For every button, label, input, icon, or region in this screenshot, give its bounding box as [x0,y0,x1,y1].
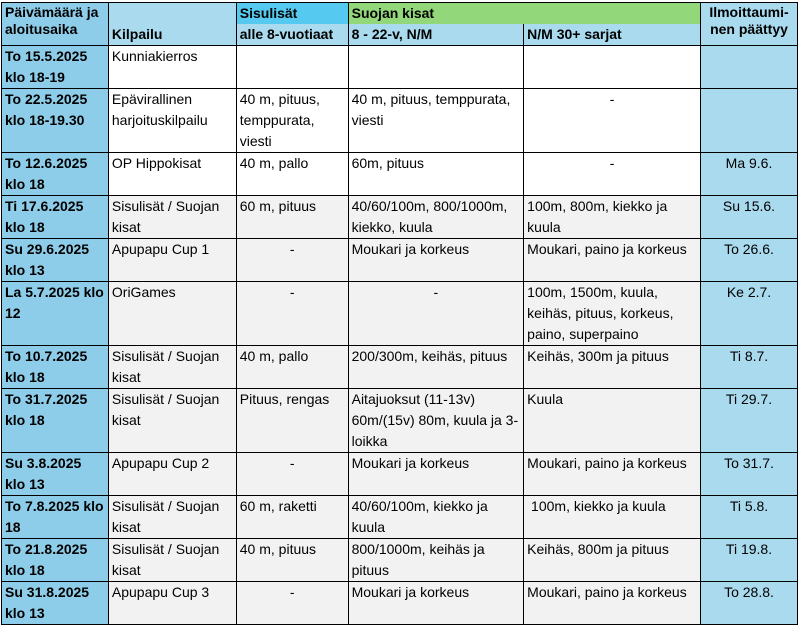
row-suojan-822: 200/300m, keihäs, pituus [348,346,524,389]
row-registration: Ti 8.7. [701,346,798,389]
row-suojan-30: Kuula [524,389,701,453]
row-suojan-30: Moukari, paino ja korkeus [524,453,701,496]
header-competition [108,3,236,46]
row-date: To 31.7.2025 klo 18 [2,389,109,453]
row-date: To 10.7.2025 klo 18 [2,346,109,389]
header-suojan-kisat: Suojan kisat [348,3,700,25]
row-sisulisat: 40 m, pallo [236,346,348,389]
row-competition: Sisulisät / Suojan kisat [108,539,236,582]
row-date: To 21.8.2025 klo 18 [2,539,109,582]
table-row [2,153,798,196]
row-suojan-822: Aitajuoksut (11-13v) 60m/(15v) 80m, kuula ja 3-loikka [348,389,524,453]
row-competition: Sisulisät / Suojan kisat [108,389,236,453]
row-suojan-30: 100m, kiekko ja kuula [524,496,701,539]
row-competition: Sisulisät / Suojan kisat [108,196,236,239]
header-competition-label: Kilpailu [111,26,163,42]
row-date: To 7.8.2025 klo 18 [2,496,109,539]
row-date: Su 31.8.2025 klo 13 [2,582,109,625]
row-registration: To 26.6. [701,239,798,282]
row-competition: Sisulisät / Suojan kisat [108,496,236,539]
row-competition: Apupapu Cup 2 [108,453,236,496]
row-registration: To 28.8. [701,582,798,625]
table-row [2,239,798,282]
row-date: To 15.5.2025 klo 18-19 [2,46,109,89]
header-sisulisat: Sisulisät [236,3,348,25]
row-suojan-30: 100m, 800m, kiekko ja kuula [524,196,701,239]
schedule-table [1,2,798,625]
row-suojan-822: 40 m, pituus, temppurata, viesti [348,89,524,153]
row-sisulisat: - [236,582,348,625]
row-suojan-822 [348,46,524,89]
table-row [2,582,798,625]
table-row [2,282,798,346]
header-date: Päivämäärä ja aloitusaika [2,3,109,46]
row-date: To 12.6.2025 klo 18 [2,153,109,196]
row-registration: To 31.7. [701,453,798,496]
table-row [2,89,798,153]
row-registration: Ti 19.8. [701,539,798,582]
row-suojan-822: 800/1000m, keihäs ja pituus [348,539,524,582]
table-row [2,389,798,453]
row-suojan-822: Moukari ja korkeus [348,239,524,282]
row-competition: OP Hippokisat [108,153,236,196]
row-competition: Sisulisät / Suojan kisat [108,346,236,389]
row-suojan-30 [524,46,701,89]
row-sisulisat: Pituus, rengas [236,389,348,453]
row-suojan-30: - [524,89,701,153]
row-date: Su 29.6.2025 klo 13 [2,239,109,282]
row-registration [701,89,798,153]
row-competition: Apupapu Cup 1 [108,239,236,282]
row-suojan-822: - [348,282,524,346]
row-date: Su 3.8.2025 klo 13 [2,453,109,496]
header-sisulisat-sub: alle 8-vuotiaat [236,24,348,46]
row-suojan-822: Moukari ja korkeus [348,453,524,496]
row-registration: Ti 29.7. [701,389,798,453]
row-sisulisat: 60 m, raketti [236,496,348,539]
row-suojan-822: 40/60/100m, kiekko ja kuula [348,496,524,539]
row-competition: OriGames [108,282,236,346]
row-suojan-822: Moukari ja korkeus [348,582,524,625]
row-sisulisat: - [236,282,348,346]
row-suojan-30: Keihäs, 800m ja pituus [524,539,701,582]
row-competition: Kunniakierros [108,46,236,89]
row-suojan-30: 100m, 1500m, kuula, keihäs, pituus, korkeus, paino, superpaino [524,282,701,346]
table-row [2,196,798,239]
row-registration: Su 15.6. [701,196,798,239]
row-date: To 22.5.2025 klo 18-19.30 [2,89,109,153]
table-row [2,496,798,539]
row-date: Ti 17.6.2025 klo 18 [2,196,109,239]
row-sisulisat: 60 m, pituus [236,196,348,239]
row-registration: Ke 2.7. [701,282,798,346]
table-row [2,346,798,389]
row-competition: Epävirallinen harjoituskilpailu [108,89,236,153]
row-registration: Ti 5.8. [701,496,798,539]
row-sisulisat: - [236,239,348,282]
header-suojan-822: 8 - 22-v, N/M [348,24,524,46]
row-sisulisat [236,46,348,89]
header-registration: Ilmoittaumi-nen päättyy [701,3,798,46]
row-competition: Apupapu Cup 3 [108,582,236,625]
row-suojan-30: Keihäs, 300m ja pituus [524,346,701,389]
row-registration: Ma 9.6. [701,153,798,196]
row-registration [701,46,798,89]
row-suojan-822: 40/60/100m, 800/1000m, kiekko, kuula [348,196,524,239]
row-sisulisat: - [236,453,348,496]
row-date: La 5.7.2025 klo 12 [2,282,109,346]
row-sisulisat: 40 m, pituus [236,539,348,582]
row-suojan-822: 60m, pituus [348,153,524,196]
table-row [2,453,798,496]
row-sisulisat: 40 m, pallo [236,153,348,196]
row-sisulisat: 40 m, pituus, temppurata, viesti [236,89,348,153]
table-row [2,539,798,582]
row-suojan-30: Moukari, paino ja korkeus [524,582,701,625]
header-suojan-30: N/M 30+ sarjat [524,24,701,46]
row-suojan-30: Moukari, paino ja korkeus [524,239,701,282]
row-suojan-30: - [524,153,701,196]
table-row [2,46,798,89]
